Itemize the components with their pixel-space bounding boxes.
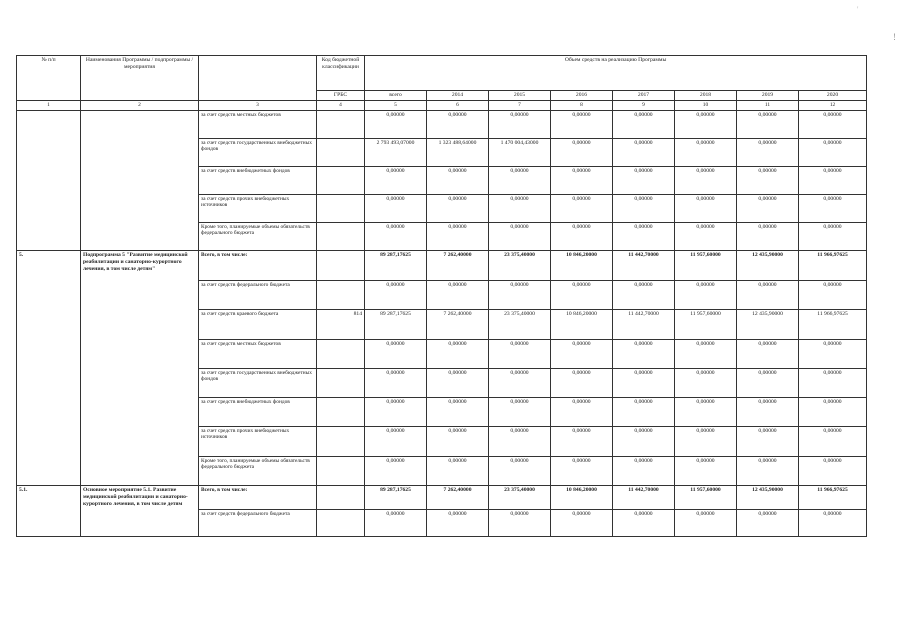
year-value: 0,00000: [489, 110, 551, 138]
total-value: 0,00000: [365, 339, 427, 368]
header-year: 2016: [551, 91, 613, 101]
year-value: 0,00000: [675, 456, 737, 485]
year-value: 0,00000: [613, 426, 675, 456]
year-value: 0,00000: [489, 280, 551, 309]
grbs-code: 814: [317, 309, 365, 339]
table-row: [17, 250, 867, 280]
year-value: 11 442,70000: [613, 485, 675, 509]
year-value: 0,00000: [737, 397, 799, 426]
grbs-code: [317, 138, 365, 166]
program-funding-table: [16, 55, 867, 537]
total-value: 0,00000: [365, 166, 427, 194]
year-value: 10 846,20000: [551, 485, 613, 509]
year-value: 0,00000: [489, 222, 551, 250]
total-value: 0,00000: [365, 222, 427, 250]
year-value: 0,00000: [489, 194, 551, 222]
column-number: 1: [17, 100, 81, 110]
year-value: 0,00000: [737, 339, 799, 368]
total-value: 0,00000: [365, 509, 427, 536]
grbs-code: [317, 368, 365, 397]
year-value: 0,00000: [551, 426, 613, 456]
total-value: 0,00000: [365, 280, 427, 309]
header-grbs: ГРБС: [317, 91, 365, 101]
column-number: 3: [199, 100, 317, 110]
year-value: 0,00000: [799, 509, 867, 536]
year-value: 0,00000: [675, 222, 737, 250]
year-value: 0,00000: [799, 110, 867, 138]
year-value: 0,00000: [551, 368, 613, 397]
year-value: 0,00000: [799, 456, 867, 485]
year-value: 0,00000: [737, 456, 799, 485]
year-value: 0,00000: [737, 222, 799, 250]
year-value: 1 470 004,43000: [489, 138, 551, 166]
year-value: 0,00000: [427, 509, 489, 536]
section-title: Подпрограмма 5 "Развитие медицинской реабилитации и санаторно-курортного лечения, в том числе детям": [81, 250, 199, 485]
year-value: 0,00000: [799, 166, 867, 194]
header-year: 2014: [427, 91, 489, 101]
year-value: 1 323 488,64000: [427, 138, 489, 166]
section-title: Основное мероприятие 5.1. Развитие медицинской реабилитации и санаторно-курортного лечения, в том числе детям: [81, 485, 199, 536]
year-value: 11 966,97625: [799, 250, 867, 280]
scan-mark-corner: !: [893, 32, 896, 42]
year-value: 0,00000: [737, 110, 799, 138]
year-value: 0,00000: [737, 194, 799, 222]
funding-source: за счет средств местных бюджетов: [199, 110, 317, 138]
year-value: 0,00000: [613, 166, 675, 194]
year-value: 0,00000: [737, 368, 799, 397]
year-value: 0,00000: [427, 339, 489, 368]
header-year: 2018: [675, 91, 737, 101]
year-value: 0,00000: [613, 194, 675, 222]
year-value: 7 262,40000: [427, 309, 489, 339]
total-value: 89 287,17625: [365, 250, 427, 280]
year-value: 0,00000: [489, 339, 551, 368]
year-value: 0,00000: [427, 426, 489, 456]
year-value: 11 957,60000: [675, 485, 737, 509]
funding-source: Кроме того, планируемые объемы обязательств федерального бюджета: [199, 222, 317, 250]
grbs-code: [317, 166, 365, 194]
year-value: 7 262,40000: [427, 485, 489, 509]
year-value: 0,00000: [551, 280, 613, 309]
year-value: 0,00000: [551, 194, 613, 222]
year-value: 0,00000: [675, 426, 737, 456]
year-value: 0,00000: [551, 397, 613, 426]
year-value: 0,00000: [799, 397, 867, 426]
header-name-extra: [199, 56, 317, 101]
header-year: 2017: [613, 91, 675, 101]
funding-source: за счет средств федерального бюджета: [199, 280, 317, 309]
year-value: 0,00000: [613, 222, 675, 250]
year-value: 0,00000: [613, 339, 675, 368]
year-value: 0,00000: [675, 397, 737, 426]
year-value: 0,00000: [675, 194, 737, 222]
year-value: 0,00000: [675, 339, 737, 368]
header-code: Код бюджетной классификации: [317, 56, 365, 91]
column-number: 2: [81, 100, 199, 110]
year-value: 23 375,40000: [489, 309, 551, 339]
row-number: [17, 110, 81, 250]
year-value: 0,00000: [427, 166, 489, 194]
total-value: 89 287,17625: [365, 309, 427, 339]
column-number: 9: [613, 100, 675, 110]
year-value: 0,00000: [427, 110, 489, 138]
year-value: 0,00000: [737, 280, 799, 309]
year-value: 0,00000: [613, 110, 675, 138]
funding-source: за счет средств краевого бюджета: [199, 309, 317, 339]
grbs-code: [317, 110, 365, 138]
year-value: 11 966,97625: [799, 309, 867, 339]
year-value: 12 435,90000: [737, 309, 799, 339]
year-value: 0,00000: [799, 368, 867, 397]
funding-source: за счет средств прочих внебюджетных источников: [199, 426, 317, 456]
year-value: 0,00000: [799, 138, 867, 166]
total-value: 0,00000: [365, 368, 427, 397]
column-number: 4: [317, 100, 365, 110]
year-value: 0,00000: [489, 456, 551, 485]
grbs-code: [317, 485, 365, 509]
column-number: 12: [799, 100, 867, 110]
year-value: 0,00000: [613, 280, 675, 309]
column-number: 10: [675, 100, 737, 110]
year-value: 23 375,40000: [489, 250, 551, 280]
year-value: 0,00000: [551, 222, 613, 250]
table-row: [17, 485, 867, 509]
year-value: 11 442,70000: [613, 309, 675, 339]
grbs-code: [317, 194, 365, 222]
column-number-row: [17, 100, 867, 110]
scan-mark: ': [857, 5, 859, 14]
grbs-code: [317, 456, 365, 485]
year-value: 0,00000: [675, 110, 737, 138]
total-value: 2 793 493,07000: [365, 138, 427, 166]
year-value: 0,00000: [613, 397, 675, 426]
grbs-code: [317, 339, 365, 368]
header-name: Наименования Программы / подпрограммы / мероприятия: [81, 56, 199, 101]
year-value: 0,00000: [551, 166, 613, 194]
year-value: 10 846,20000: [551, 250, 613, 280]
header-volume: Объем средств на реализацию Программы: [365, 56, 867, 91]
year-value: 0,00000: [737, 509, 799, 536]
total-value: 0,00000: [365, 194, 427, 222]
year-value: 0,00000: [675, 368, 737, 397]
year-value: 0,00000: [799, 339, 867, 368]
column-number: 5: [365, 100, 427, 110]
header-row: [17, 56, 867, 91]
grbs-code: [317, 222, 365, 250]
total-value: 0,00000: [365, 456, 427, 485]
year-value: 0,00000: [489, 509, 551, 536]
column-number: 8: [551, 100, 613, 110]
year-value: 0,00000: [427, 397, 489, 426]
funding-source: за счет средств государственных внебюджетных фондов: [199, 368, 317, 397]
year-value: 0,00000: [427, 456, 489, 485]
funding-source: Всего, в том числе:: [199, 485, 317, 509]
total-value: 0,00000: [365, 397, 427, 426]
year-value: 0,00000: [489, 166, 551, 194]
funding-source: за счет средств внебюджетных фондов: [199, 397, 317, 426]
year-value: 0,00000: [551, 339, 613, 368]
year-value: 11 442,70000: [613, 250, 675, 280]
column-number: 11: [737, 100, 799, 110]
year-value: 0,00000: [427, 280, 489, 309]
grbs-code: [317, 397, 365, 426]
year-value: 0,00000: [489, 368, 551, 397]
funding-source: Кроме того, планируемые объемы обязательств федерального бюджета: [199, 456, 317, 485]
row-name: [81, 110, 199, 250]
funding-source: за счет средств внебюджетных фондов: [199, 166, 317, 194]
grbs-code: [317, 509, 365, 536]
year-value: 0,00000: [427, 368, 489, 397]
year-value: 0,00000: [799, 426, 867, 456]
year-value: 0,00000: [737, 166, 799, 194]
section-number: 5.: [17, 250, 81, 485]
year-value: 0,00000: [613, 368, 675, 397]
year-value: 0,00000: [489, 426, 551, 456]
year-value: 12 435,90000: [737, 250, 799, 280]
funding-source: за счет средств прочих внебюджетных источников: [199, 194, 317, 222]
total-value: 89 287,17625: [365, 485, 427, 509]
column-number: 6: [427, 100, 489, 110]
header-year: 2015: [489, 91, 551, 101]
year-value: 0,00000: [675, 509, 737, 536]
year-value: 0,00000: [737, 426, 799, 456]
year-value: 0,00000: [613, 509, 675, 536]
table-row: [17, 110, 867, 138]
grbs-code: [317, 280, 365, 309]
funding-source: за счет средств государственных внебюджетных фондов: [199, 138, 317, 166]
year-value: 0,00000: [551, 509, 613, 536]
total-value: 0,00000: [365, 110, 427, 138]
funding-source: за счет средств федерального бюджета: [199, 509, 317, 536]
year-value: 0,00000: [613, 456, 675, 485]
column-number: 7: [489, 100, 551, 110]
year-value: 0,00000: [799, 280, 867, 309]
year-value: 0,00000: [675, 166, 737, 194]
funding-source: за счет средств местных бюджетов: [199, 339, 317, 368]
year-value: 11 966,97625: [799, 485, 867, 509]
funding-source: Всего, в том числе:: [199, 250, 317, 280]
year-value: 0,00000: [551, 138, 613, 166]
header-number: № п/п: [17, 56, 81, 101]
section-number: 5.1.: [17, 485, 81, 536]
year-value: 12 435,90000: [737, 485, 799, 509]
year-value: 0,00000: [489, 397, 551, 426]
year-value: 23 375,40000: [489, 485, 551, 509]
header-year: 2019: [737, 91, 799, 101]
year-value: 0,00000: [675, 280, 737, 309]
year-value: 0,00000: [427, 222, 489, 250]
year-value: 0,00000: [613, 138, 675, 166]
year-value: 7 262,40000: [427, 250, 489, 280]
year-value: 11 957,60000: [675, 250, 737, 280]
total-value: 0,00000: [365, 426, 427, 456]
year-value: 0,00000: [737, 138, 799, 166]
year-value: 0,00000: [427, 194, 489, 222]
year-value: 0,00000: [551, 456, 613, 485]
year-value: 10 846,20000: [551, 309, 613, 339]
header-total: всего: [365, 91, 427, 101]
header-year: 2020: [799, 91, 867, 101]
year-value: 0,00000: [675, 138, 737, 166]
year-value: 11 957,60000: [675, 309, 737, 339]
year-value: 0,00000: [551, 110, 613, 138]
grbs-code: [317, 426, 365, 456]
year-value: 0,00000: [799, 194, 867, 222]
grbs-code: [317, 250, 365, 280]
year-value: 0,00000: [799, 222, 867, 250]
